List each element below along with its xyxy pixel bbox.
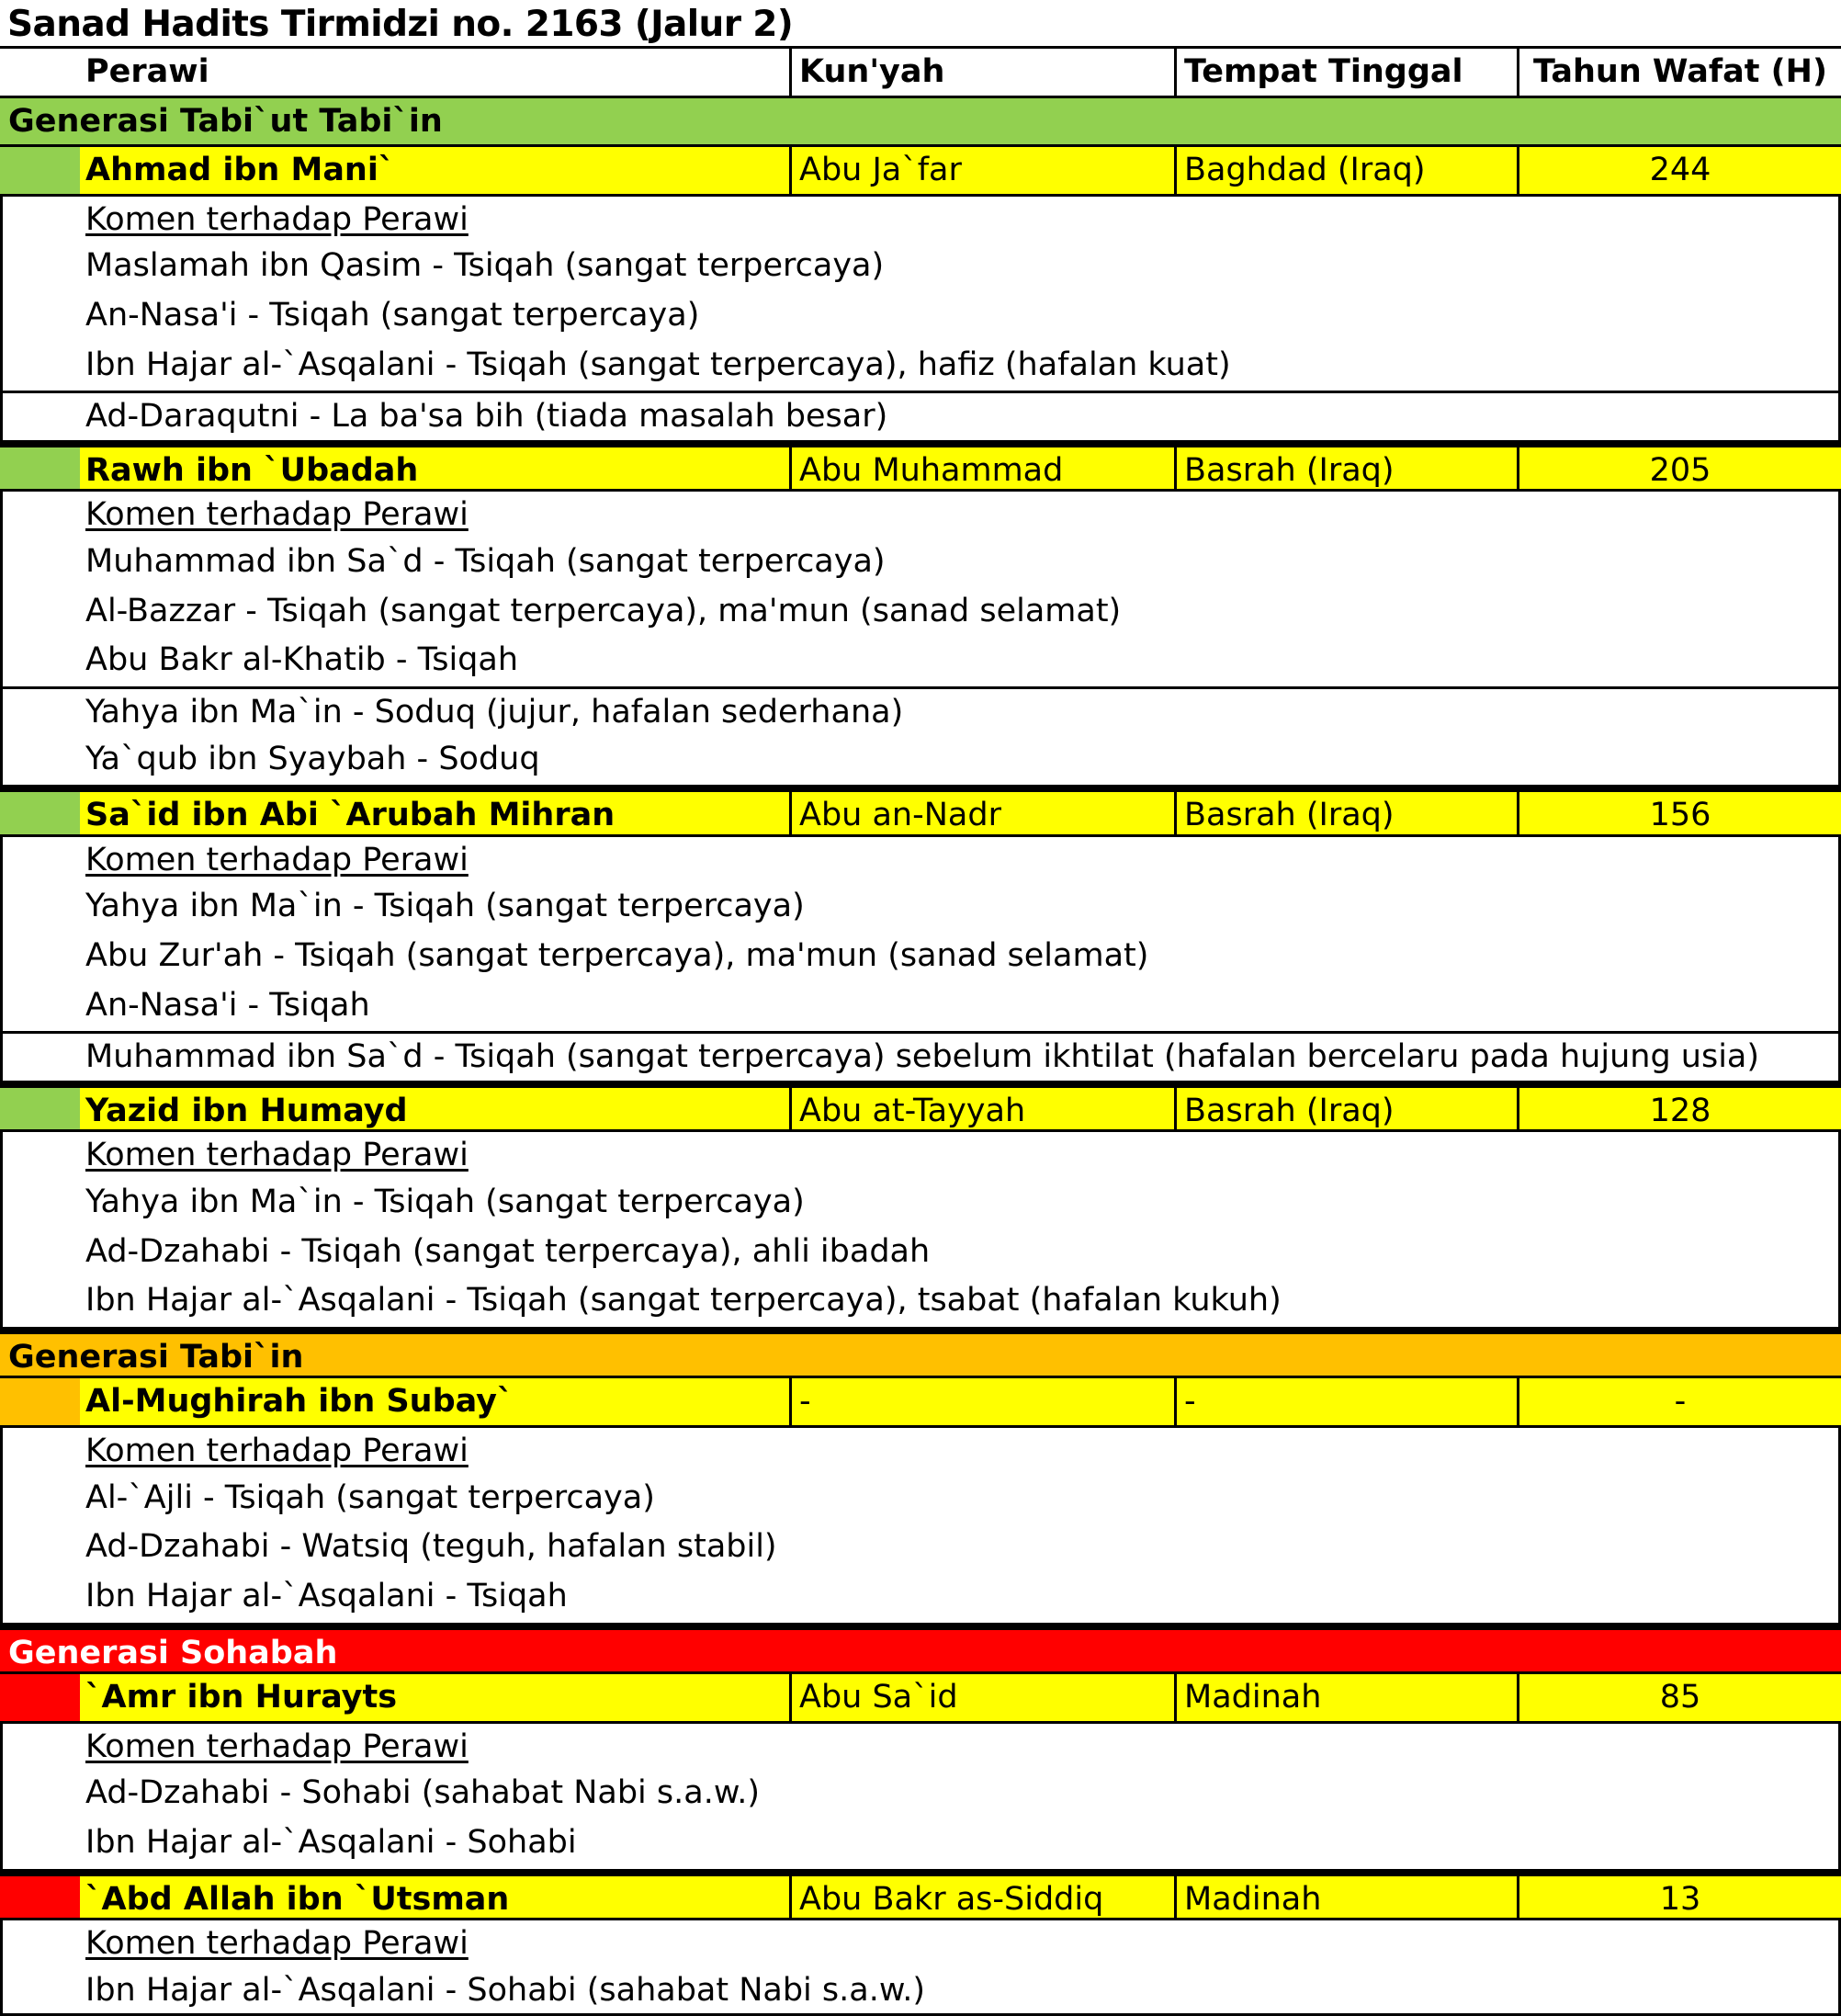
narrator-row (0, 1376, 1841, 1425)
narrator-name: Sa`id ibn Abi `Arubah Mihran (85, 797, 616, 834)
comment-text: Yahya ibn Ma`in - Tsiqah (sangat terpercaya) (85, 1184, 805, 1221)
comment-text: Ibn Hajar al-`Asqalani - Tsiqah (85, 1577, 568, 1614)
comment-text: Muhammad ibn Sa`d - Tsiqah (sangat terpercaya) (85, 543, 886, 581)
comment-text: Muhammad ibn Sa`d - Tsiqah (sangat terpercaya) sebelum ikhtilat (hafalan bercelaru pada hujung usia) (85, 1038, 1760, 1076)
generation-header-tabiut-tabiin: Generasi Tabi`ut Tabi`in (0, 96, 1841, 145)
narrator-residence: Basrah (Iraq) (1174, 447, 1517, 490)
comment-row (0, 1179, 1841, 1229)
narrator-residence: Basrah (Iraq) (1174, 792, 1517, 834)
comment-row (0, 1475, 1841, 1524)
narrator-kunyah: Abu Bakr as-Siddiq (789, 1876, 1174, 1919)
page-title: Sanad Hadits Tirmidzi no. 2163 (Jalur 2) (7, 4, 794, 45)
narrator-kunyah: Abu an-Nadr (789, 792, 1174, 834)
generation-marker (0, 1876, 80, 1919)
narrator-death-year: - (1517, 1378, 1841, 1425)
comment-header: Komen terhadap Perawi (85, 1925, 469, 1963)
narrator-name: Yazid ibn Humayd (85, 1092, 408, 1129)
comment-row (0, 342, 1841, 391)
narrator-name: Ahmad ibn Mani` (85, 152, 395, 189)
comment-text: Ibn Hajar al-`Asqalani - Sohabi (85, 1823, 577, 1861)
column-header-kunyah: Kun'yah (789, 49, 1174, 96)
column-header-tahun-wafat: Tahun Wafat (H) (1517, 49, 1841, 96)
narrator-kunyah: Abu Sa`id (789, 1674, 1174, 1721)
narrator-death-year: 85 (1517, 1674, 1841, 1721)
narrator-row (0, 1081, 1841, 1130)
comment-header-row (0, 1129, 1841, 1179)
comment-row (0, 686, 1841, 736)
comment-header: Komen terhadap Perawi (85, 200, 469, 238)
narrator-row (0, 144, 1841, 194)
comment-row (0, 243, 1841, 292)
comment-row (0, 588, 1841, 638)
narrator-residence: Basrah (Iraq) (1174, 1088, 1517, 1130)
comment-text: Ibn Hajar al-`Asqalani - Tsiqah (sangat terpercaya), tsabat (hafalan kukuh) (85, 1282, 1282, 1319)
comment-text: Abu Zur'ah - Tsiqah (sangat terpercaya), ma'mun (sanad selamat) (85, 936, 1149, 974)
comment-text: Ad-Dzahabi - Watsiq (teguh, hafalan stabil) (85, 1528, 777, 1566)
comment-header: Komen terhadap Perawi (85, 1433, 469, 1470)
narrator-row (0, 1671, 1841, 1721)
generation-marker (0, 147, 80, 194)
column-header-tempat-tinggal: Tempat Tinggal (1174, 49, 1517, 96)
comment-row (0, 538, 1841, 588)
comment-row (0, 1031, 1841, 1081)
narrator-name: Rawh ibn `Ubadah (85, 451, 419, 489)
comment-header-row (0, 489, 1841, 538)
generation-marker (0, 447, 80, 490)
narrator-kunyah: - (789, 1378, 1174, 1425)
generation-marker (0, 792, 80, 834)
comment-text: Yahya ibn Ma`in - Tsiqah (sangat terpercaya) (85, 888, 805, 925)
narrator-death-year: 156 (1517, 792, 1841, 834)
comment-header-row (0, 1721, 1841, 1771)
generation-marker (0, 1088, 80, 1130)
generation-header-sohabah: Generasi Sohabah (0, 1623, 1841, 1672)
generation-header-tabiin: Generasi Tabi`in (0, 1327, 1841, 1376)
narrator-death-year: 205 (1517, 447, 1841, 490)
comment-text: Ad-Dzahabi - Sohabi (sahabat Nabi s.a.w.) (85, 1774, 761, 1812)
narrator-name: `Amr ibn Hurayts (85, 1679, 398, 1716)
table-header-row (0, 46, 1841, 96)
sanad-table (0, 46, 1841, 2016)
comment-header: Komen terhadap Perawi (85, 841, 469, 878)
comment-header: Komen terhadap Perawi (85, 496, 469, 534)
comment-text: Al-Bazzar - Tsiqah (sangat terpercaya), ma'mun (sanad selamat) (85, 592, 1122, 629)
comment-header: Komen terhadap Perawi (85, 1727, 469, 1765)
comment-row (0, 1770, 1841, 1819)
comment-row (0, 982, 1841, 1032)
comment-row (0, 1573, 1841, 1623)
comment-row (0, 1967, 1841, 2016)
comment-row (0, 883, 1841, 933)
narrator-residence: Baghdad (Iraq) (1174, 147, 1517, 194)
narrator-row (0, 1869, 1841, 1919)
header-spacer (0, 49, 80, 96)
comment-header: Komen terhadap Perawi (85, 1137, 469, 1174)
column-header-perawi: Perawi (80, 49, 789, 96)
comment-text: An-Nasa'i - Tsiqah (85, 986, 370, 1024)
comment-row (0, 1229, 1841, 1278)
generation-marker (0, 1674, 80, 1721)
comment-header-row (0, 834, 1841, 884)
comment-text: Ibn Hajar al-`Asqalani - Tsiqah (sangat terpercaya), hafiz (hafalan kuat) (85, 345, 1231, 383)
narrator-residence: Madinah (1174, 1876, 1517, 1919)
narrator-death-year: 244 (1517, 147, 1841, 194)
comment-row (0, 292, 1841, 342)
narrator-kunyah: Abu Muhammad (789, 447, 1174, 490)
narrator-kunyah: Abu Ja`far (789, 147, 1174, 194)
narrator-residence: - (1174, 1378, 1517, 1425)
comment-row (0, 736, 1841, 786)
comment-text: Abu Bakr al-Khatib - Tsiqah (85, 641, 519, 679)
comment-header-row (0, 1425, 1841, 1475)
comment-row (0, 1819, 1841, 1869)
comment-text: Al-`Ajli - Tsiqah (sangat terpercaya) (85, 1478, 655, 1516)
comment-row (0, 391, 1841, 440)
narrator-row (0, 785, 1841, 834)
comment-text: An-Nasa'i - Tsiqah (sangat terpercaya) (85, 297, 700, 334)
comment-text: Ibn Hajar al-`Asqalani - Sohabi (sahabat Nabi s.a.w.) (85, 1971, 926, 2009)
narrator-name: `Abd Allah ibn `Utsman (85, 1880, 510, 1918)
comment-row (0, 933, 1841, 982)
comment-header-row (0, 194, 1841, 244)
comment-header-row (0, 1918, 1841, 1967)
comment-text: Ya`qub ibn Syaybah - Soduq (85, 740, 540, 777)
comment-text: Ad-Dzahabi - Tsiqah (sangat terpercaya), ahli ibadah (85, 1232, 931, 1270)
comment-row (0, 1523, 1841, 1573)
narrator-name: Al-Mughirah ibn Subay` (85, 1383, 514, 1421)
narrator-residence: Madinah (1174, 1674, 1517, 1721)
narrator-death-year: 13 (1517, 1876, 1841, 1919)
comment-text: Maslamah ibn Qasim - Tsiqah (sangat terpercaya) (85, 247, 885, 285)
narrator-kunyah: Abu at-Tayyah (789, 1088, 1174, 1130)
generation-marker (0, 1378, 80, 1425)
comment-text: Ad-Daraqutni - La ba'sa bih (tiada masalah besar) (85, 398, 888, 436)
comment-row (0, 1277, 1841, 1327)
narrator-death-year: 128 (1517, 1088, 1841, 1130)
narrator-row (0, 440, 1841, 490)
comment-text: Yahya ibn Ma`in - Soduq (jujur, hafalan sederhana) (85, 693, 904, 731)
comment-row (0, 637, 1841, 686)
